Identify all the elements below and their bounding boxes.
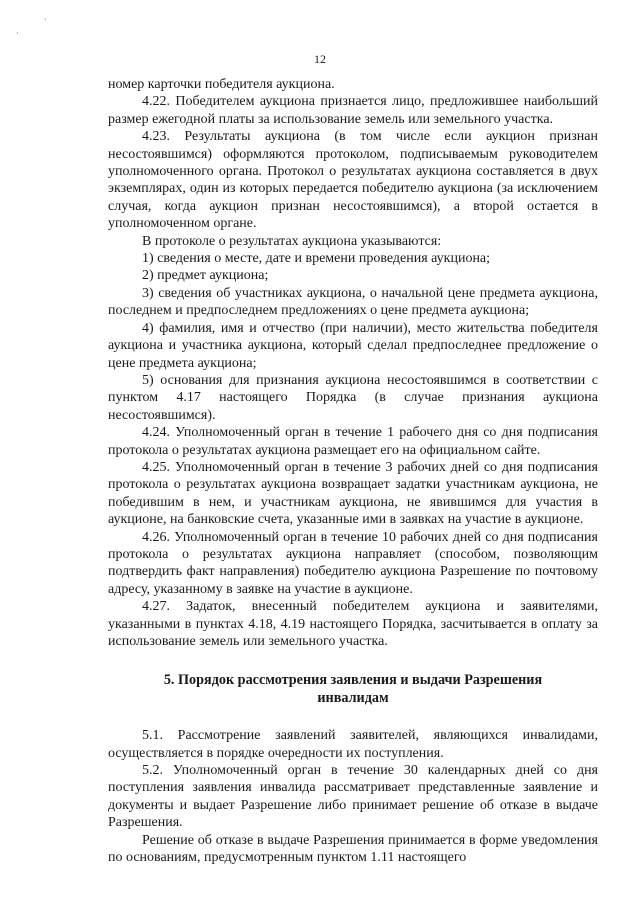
scan-mark: · <box>16 29 19 38</box>
paragraph: 5.1. Рассмотрение заявлений заявителей, являющихся инвалидами, осуществляется в порядке очередности их поступления. <box>108 728 598 761</box>
document-body <box>108 76 598 866</box>
paragraph: 4.27. Задаток, внесенный победителем аукциона и заявителями, указанными в пунктах 4.18, 4.19 настоящего Порядка, засчитывается в оплату за использование земель или земельного участка. <box>108 599 598 649</box>
paragraph: номер карточки победителя аукциона. <box>108 77 335 92</box>
section-heading: 5. Порядок рассмотрения заявления и выдачи Разрешения инвалидам <box>163 672 543 706</box>
paragraph: 4.23. Результаты аукциона (в том числе если аукцион признан несостоявшимся) оформляются протоколом, подписываемым руководителем уполномоченного органа. Протокол о результатах аукциона составляется в двух экземплярах, один из которых передается победителю аукциона (за исключением случая, когда аукцион признан несостоявшимся), а второй остается в уполномоченном органе. <box>108 129 598 232</box>
scan-mark: · <box>44 15 47 24</box>
paragraph: Решение об отказе в выдаче Разрешения принимается в форме уведомления по основаниям, предусмотренным пунктом 1.11 настоящего <box>108 832 598 866</box>
list-item: 2) предмет аукциона; <box>142 268 269 284</box>
paragraph: 4.22. Победителем аукциона признается лицо, предложившее наибольший размер ежегодной платы за использование земель или земельного участка. <box>108 94 598 127</box>
list-item: 3) сведения об участниках аукциона, о начальной цене предмета аукциона, последнем и предпоследнем предложениях о цене предмета аукциона; <box>108 285 598 319</box>
paragraph: 4.25. Уполномоченный орган в течение 3 рабочих дней со дня подписания протокола о результатах аукциона возвращает задатки участникам аукциона, не победившим в нем, и участникам аукциона, не явившимся для участия в аукционе, на банковские счета, указанные ими в заявках на участие в аукционе. <box>108 459 598 528</box>
list-item: 5) основания для признания аукциона несостоявшимся в соответствии с пунктом 4.17 настоящего Порядка (в случае признания аукциона несостоявшимся). <box>108 372 598 423</box>
list-item: 1) сведения о месте, дате и времени проведения аукциона; <box>142 251 491 267</box>
paragraph: В протоколе о результатах аукциона указываются: <box>142 233 442 249</box>
paragraph: 5.2. Уполномоченный орган в течение 30 календарных дней со дня поступления заявления инвалида рассматривает представленные заявление и документы и выдает Разрешение либо принимает решение об отказе в выдаче Разрешения. <box>108 763 598 831</box>
list-item: 4) фамилия, имя и отчество (при наличии), место жительства победителя аукциона и участника аукциона, который сделал предпоследнее предложение о цене предмета аукциона; <box>108 320 598 371</box>
paragraph: 4.26. Уполномоченный орган в течение 10 рабочих дней со дня подписания протокола о результатах аукциона направляет (способом, позволяющим подтвердить факт направления) победителю аукциона Разрешение по почтовому адресу, указанному в заявке на участие в аукционе. <box>108 529 598 597</box>
paragraph: 4.24. Уполномоченный орган в течение 1 рабочего дня со дня подписания протокола о результатах аукциона размещает его на официальном сайте. <box>108 425 598 458</box>
page-number: 12 <box>314 52 326 66</box>
